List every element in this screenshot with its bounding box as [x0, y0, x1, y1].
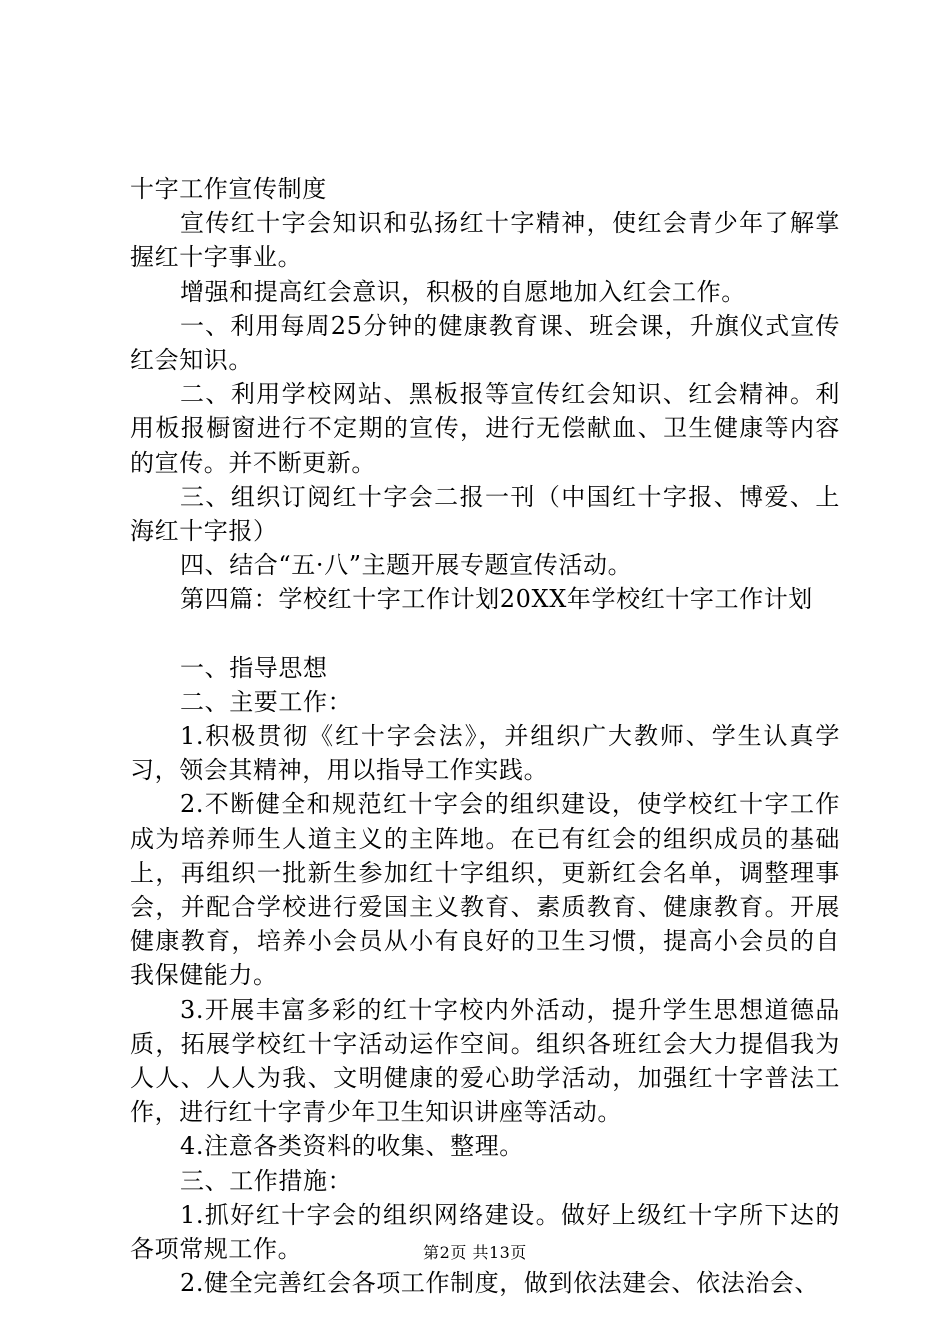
paragraph: 2.不断健全和规范红十字会的组织建设，使学校红十字工作成为培养师生人道主义的主阵地。在已有红会的组织成员的基础上，再组织一批新生参加红十字组织，更新红会名单，调整理事会，并配合学校进行爱国主义教育、素质教育、健康教育。开展健康教育，培养小会员从小有良好的卫生习惯，提高小会员的自我保健能力。 — [130, 790, 840, 990]
paragraph: 1.积极贯彻《红十字会法》，并组织广大教师、学生认真学习，领会其精神，用以指导工作实践。 — [130, 722, 840, 785]
paragraph: 一、指导思想 — [180, 653, 328, 682]
paragraph: 4.注意各类资料的收集、整理。 — [180, 1132, 524, 1161]
paragraph: 一、利用每周25分钟的健康教育课、班会课，升旗仪式宣传红会知识。 — [130, 311, 840, 375]
page-footer: 第2页 共13页 — [423, 1243, 527, 1262]
paragraph: 3.开展丰富多彩的红十字校内外活动，提升学生思想道德品质，拓展学校红十字活动运作空间。组织各班红会大力提倡我为人人、人人为我、文明健康的爱心助学活动，加强红十字普法工作，进行红十字青少年卫生知识讲座等活动。 — [130, 995, 840, 1127]
paragraph: 四、结合“五·八”主题开展专题宣传活动。 — [180, 551, 633, 580]
paragraph: 宣传红十字会知识和弘扬红十字精神，使红会青少年了解掌握红十字事业。 — [130, 209, 840, 272]
paragraph: 2.健全完善红会各项工作制度，做到依法建会、依法治会、 — [180, 1269, 820, 1298]
paragraph: 三、组织订阅红十字会二报一刊（中国红十字报、博爱、上海红十字报） — [130, 482, 840, 546]
paragraph: 1.抓好红十字会的组织网络建设。做好上级红十字所下达的各项常规工作。 — [130, 1200, 840, 1264]
document-body — [130, 172, 840, 1301]
paragraph: 第四篇：学校红十字工作计划20XX年学校红十字工作计划 — [180, 585, 813, 614]
paragraph: 二、利用学校网站、黑板报等宣传红会知识、红会精神。利用板报橱窗进行不定期的宣传，进行无偿献血、卫生健康等内容的宣传。并不断更新。 — [130, 380, 840, 477]
paragraph: 十字工作宣传制度 — [130, 175, 327, 203]
paragraph: 二、主要工作： — [180, 687, 353, 716]
blank-line — [130, 617, 840, 651]
paragraph: 三、工作措施： — [180, 1166, 353, 1195]
paragraph: 增强和提高红会意识，积极的自愿地加入红会工作。 — [180, 277, 746, 306]
